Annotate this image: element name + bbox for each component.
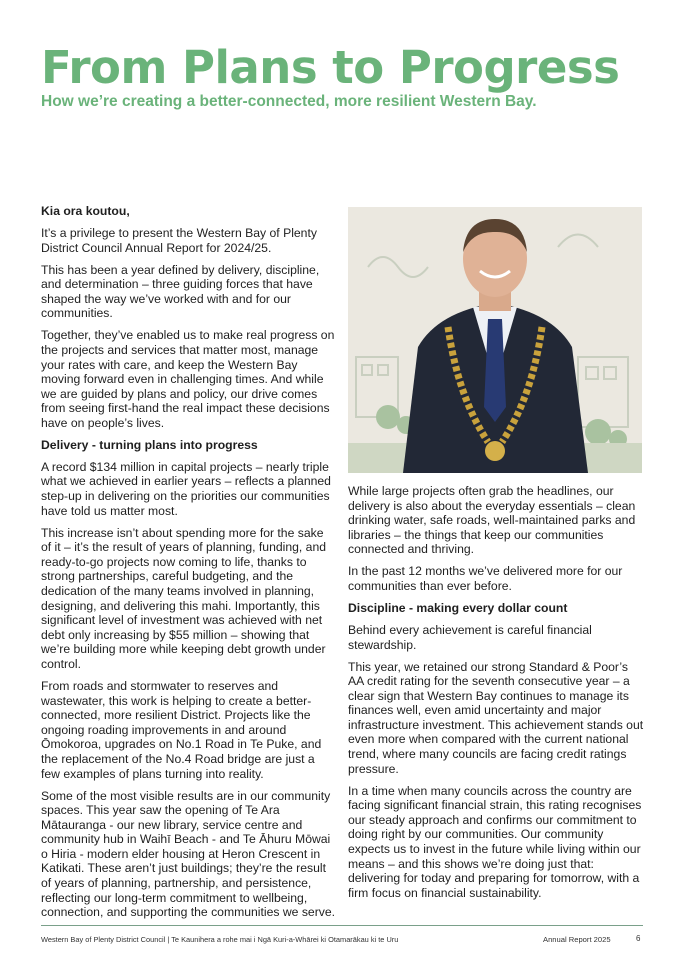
paragraph: Behind every achievement is careful financial stewardship. [348, 622, 592, 652]
paragraph: It’s a privilege to present the Western Bay of Plenty District Council Annual Report for 2024/25. [41, 225, 317, 255]
footer-report-title: Annual Report 2025 [543, 935, 611, 944]
footer-divider [41, 925, 643, 926]
paragraph: This year, we retained our strong Standard & Poor’s AA credit rating for the seventh consecutive year – a clear sign that Western Bay continues to manage its finances well, even amid uncertainty and major infrastructure investment. This achievement stands out even more when compared with the current national trend, where many councils are facing credit ratings pressure. [348, 659, 644, 776]
paragraph: This has been a year defined by delivery, discipline, and determination – three guiding forces that have shaped the way we’ve worked with and for our communities. [41, 262, 320, 321]
paragraph: In a time when many councils across the country are facing significant financial strain, this rating recognises our steady approach and confirms our commitment to doing right by our communities. Our community expects us to invest in the future while living within our means – and this shows we’re doing just that: delivering for today and preparing for tomorrow, with a firm focus on financial sustainability. [348, 783, 642, 900]
paragraph: This increase isn’t about spending more for the sake of it – it’s the result of years of planning, funding, and ready-to-go projects now coming to life, thanks to strong partnerships, careful budgeting, and the dedication of the many teams involved in planning, designing, and delivering this mahi. Importantly, this significant level of investment was achieved with net debt only increasing by $55 million – showing that we’re building more while keeping debt growth under control. [41, 525, 327, 671]
mayor-portrait-photo [348, 207, 642, 473]
greeting: Kia ora koutou, [41, 204, 130, 218]
left-column [41, 204, 336, 927]
paragraph: From roads and stormwater to reserves and wastewater, this work is helping to create a better-connected, more resilient District. Projects like the ongoing roading improvements in and around Ōmokoroa, upgrades on No.1 Road in Te Puke, and the replacement of the No.4 Road bridge are just a few examples of plans turning into reality. [41, 678, 322, 781]
paragraph: Together, they’ve enabled us to make real progress on the projects and services that matter most, manage your rates with care, and keep the Western Bay moving forward even in challenging times. And while we are guided by plans and policy, our drive comes from seeing first-hand the real impact these decisions have on people’s lives. [41, 328, 335, 430]
paragraph: A record $134 million in capital projects – nearly triple what we achieved in earlier years – reflects a planned step-up in delivering on the priorities our communities have told us matter most. [41, 459, 331, 518]
right-column [348, 484, 644, 908]
page-subtitle: How we’re creating a better-connected, more resilient Western Bay. [41, 93, 537, 110]
footer-organisation: Western Bay of Plenty District Council | Te Kaunihera a rohe mai i Ngā Kuri-a-Whārei ki Otamarākau ki te Uru [41, 935, 399, 944]
paragraph: While large projects often grab the headlines, our delivery is also about the everyday essentials – clean drinking water, safe roads, well-maintained parks and libraries – the things that keep our communities connected and thriving. [348, 484, 636, 557]
paragraph: Some of the most visible results are in our community spaces. This year saw the opening of Te Ara Mātauranga - our new library, service centre and community hub in Waihī Beach - and Te Āhuru Mōwai o Hiria - modern elder housing at Heron Crescent in Katikati. These aren’t just buildings; they’re the result of years of planning, partnership, and persistence, reflecting our long-term commitment to wellbeing, connection, and supporting the communities we serve. [41, 788, 336, 920]
page-title: From Plans to Progress [41, 41, 620, 94]
paragraph: In the past 12 months we’ve delivered more for our communities than ever before. [348, 564, 623, 593]
section-heading-delivery: Delivery - turning plans into progress [41, 437, 258, 452]
page-number: 6 [636, 934, 641, 943]
section-heading-discipline: Discipline - making every dollar count [348, 600, 568, 615]
